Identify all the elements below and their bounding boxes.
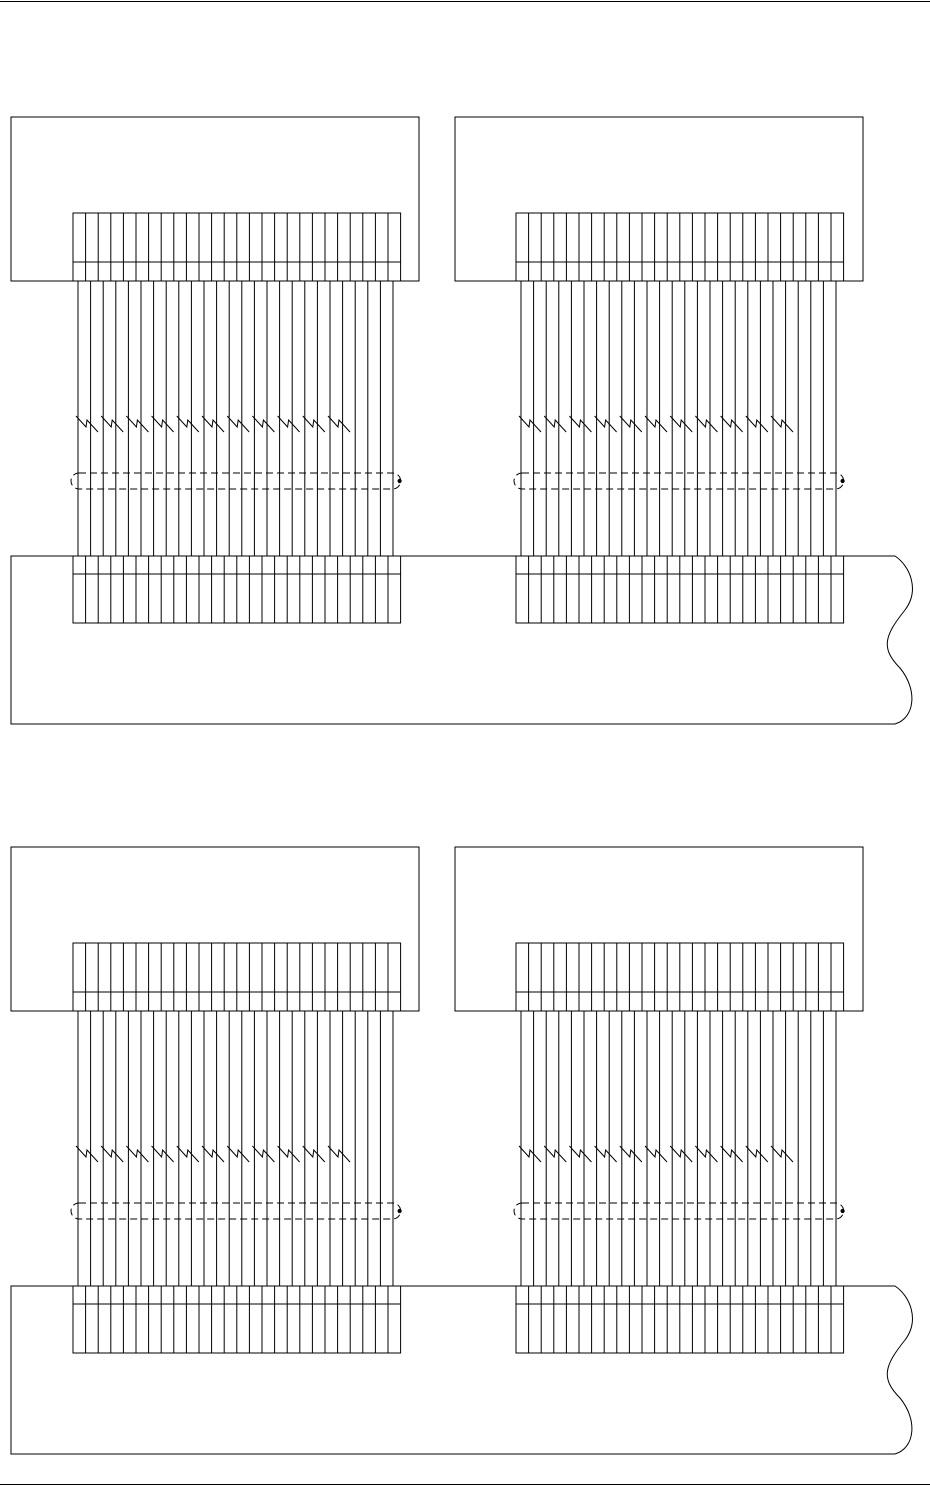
twisted-pair-mark <box>746 416 768 432</box>
bundle-tie-dot <box>398 479 401 482</box>
base-enclosure <box>11 556 912 724</box>
twisted-pair-mark <box>695 416 717 432</box>
twisted-pair-mark <box>695 1146 717 1162</box>
twisted-pair-mark <box>771 1146 793 1162</box>
twisted-pair-mark <box>328 416 350 432</box>
left-module <box>11 847 419 1353</box>
right-module <box>455 847 863 1353</box>
twisted-pair-mark <box>544 416 566 432</box>
twisted-pair-mark <box>101 1146 123 1162</box>
bundle-tie-dot <box>841 479 844 482</box>
right-module <box>455 117 863 623</box>
bundle-tie-dot <box>398 1209 401 1212</box>
twisted-pair-mark <box>126 1146 148 1162</box>
twisted-pair-mark <box>519 416 541 432</box>
twisted-pair-mark <box>519 1146 541 1162</box>
cable-bundle-loop <box>71 1203 401 1219</box>
twisted-pair-mark <box>252 1146 274 1162</box>
twisted-pair-mark <box>328 1146 350 1162</box>
twisted-pair-mark <box>595 416 617 432</box>
twisted-pair-mark <box>645 1146 667 1162</box>
bundle-tie-dot <box>841 1209 844 1212</box>
twisted-pair-mark <box>670 416 692 432</box>
twisted-pair-mark <box>152 416 174 432</box>
twisted-pair-mark <box>76 1146 98 1162</box>
twisted-pair-mark <box>278 1146 300 1162</box>
panels-layer <box>11 117 912 1454</box>
twisted-pair-mark <box>177 1146 199 1162</box>
twisted-pair-mark <box>76 416 98 432</box>
twisted-pair-mark <box>202 1146 224 1162</box>
twisted-pair-mark <box>595 1146 617 1162</box>
twisted-pair-mark <box>278 416 300 432</box>
twisted-pair-mark <box>101 416 123 432</box>
twisted-pair-mark <box>746 1146 768 1162</box>
twisted-pair-mark <box>569 416 591 432</box>
twisted-pair-mark <box>544 1146 566 1162</box>
twisted-pair-mark <box>152 1146 174 1162</box>
cable-bundle-loop <box>514 1203 844 1219</box>
twisted-pair-mark <box>620 1146 642 1162</box>
upper-enclosure <box>11 117 419 281</box>
left-module <box>11 117 419 623</box>
upper-enclosure <box>11 847 419 1011</box>
twisted-pair-mark <box>721 416 743 432</box>
twisted-pair-mark <box>252 416 274 432</box>
base-enclosure <box>11 1286 912 1454</box>
twisted-pair-mark <box>303 1146 325 1162</box>
twisted-pair-mark <box>645 416 667 432</box>
twisted-pair-mark <box>227 1146 249 1162</box>
twisted-pair-mark <box>771 416 793 432</box>
twisted-pair-mark <box>620 416 642 432</box>
twisted-pair-mark <box>670 1146 692 1162</box>
twisted-pair-mark <box>177 416 199 432</box>
cable-bundle-loop <box>514 473 844 489</box>
twisted-pair-mark <box>227 416 249 432</box>
twisted-pair-mark <box>202 416 224 432</box>
twisted-pair-mark <box>126 416 148 432</box>
twisted-pair-mark <box>303 416 325 432</box>
cable-bundle-loop <box>71 473 401 489</box>
twisted-pair-mark <box>721 1146 743 1162</box>
lower-panel <box>11 847 912 1454</box>
upper-panel <box>11 117 912 724</box>
twisted-pair-mark <box>569 1146 591 1162</box>
